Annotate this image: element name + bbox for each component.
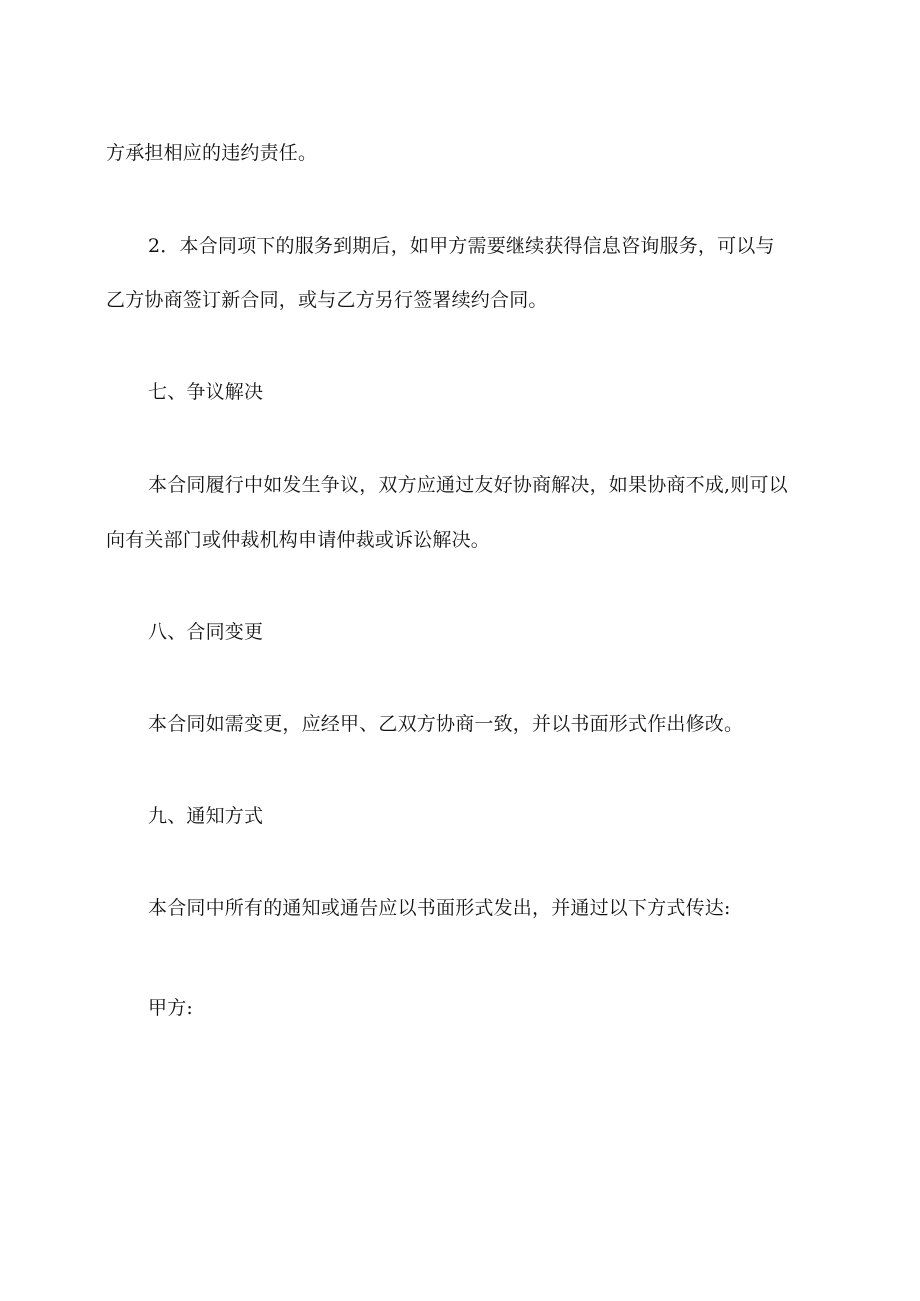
party-a-label: 甲方: bbox=[148, 997, 194, 1019]
dispute-paragraph-line-2: 向有关部门或仲裁机构申请仲裁或诉讼解决。 bbox=[106, 529, 491, 551]
amendment-paragraph: 本合同如需变更，应经甲、乙双方协商一致，并以书面形式作出修改。 bbox=[148, 713, 744, 735]
clause-2-line-1: 2．本合同项下的服务到期后，如甲方需要继续获得信息咨询服务，可以与 bbox=[148, 235, 775, 257]
clause-2-line-2: 乙方协商签订新合同，或与乙方另行签署续约合同。 bbox=[106, 289, 548, 311]
paragraph-continuation: 方承担相应的违约责任。 bbox=[106, 142, 318, 164]
section-heading-amendment: 八、合同变更 bbox=[148, 621, 264, 643]
section-heading-dispute: 七、争议解决 bbox=[148, 381, 264, 403]
section-heading-notice: 九、通知方式 bbox=[148, 805, 264, 827]
dispute-paragraph-line-1: 本合同履行中如发生争议，双方应通过友好协商解决，如果协商不成,则可以 bbox=[148, 474, 788, 496]
notice-paragraph: 本合同中所有的通知或通告应以书面形式发出，并通过以下方式传达: bbox=[148, 897, 731, 919]
